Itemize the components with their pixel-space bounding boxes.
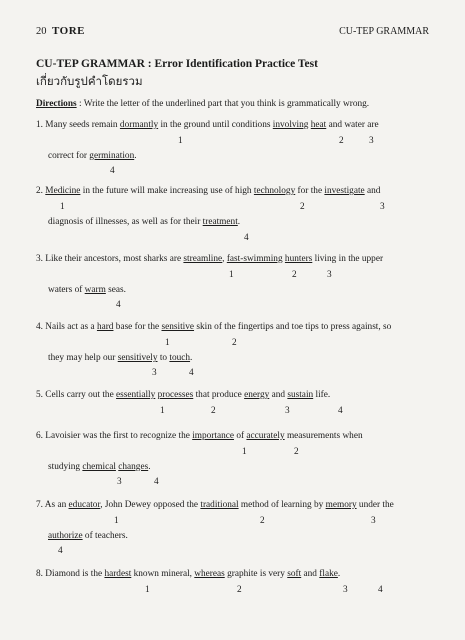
question-line: correct for germination.: [48, 151, 137, 161]
directions-text: : Write the letter of the underlined part that you think is grammatically wrong.: [76, 99, 370, 109]
question-4: [36, 322, 436, 382]
underlined-option: hunters: [284, 254, 313, 264]
underlined-option: germination: [89, 151, 135, 161]
underlined-option: heat: [310, 120, 327, 130]
underlined-option: flake: [319, 569, 338, 579]
option-number: 2: [339, 136, 344, 146]
question-line: waters of warm seas.: [48, 285, 126, 295]
question-5: [36, 390, 436, 420]
option-number: 1: [160, 406, 165, 416]
underlined-option: educator: [68, 500, 101, 510]
underlined-option: investigate: [324, 186, 365, 196]
underlined-option: hardest: [104, 569, 132, 579]
brand-logo: TORE: [52, 25, 85, 37]
option-number: 1: [60, 202, 65, 212]
option-number: 1: [165, 338, 170, 348]
underlined-option: sensitively: [117, 353, 158, 363]
option-number: 1: [242, 447, 247, 457]
option-number: 2: [292, 270, 297, 280]
option-number: 3: [369, 136, 374, 146]
underlined-option: soft: [287, 569, 302, 579]
question-line: 8. Diamond is the hardest known mineral, whereas graphite is very soft and flake.: [36, 569, 341, 579]
question-2: [36, 186, 436, 246]
underlined-option: traditional: [200, 500, 239, 510]
underlined-option: accurately: [246, 431, 285, 441]
page-header: [36, 26, 429, 40]
page-subtitle: เกี่ยวกับรูปคำโดยรวม: [36, 74, 143, 88]
underlined-option: Medicine: [45, 186, 81, 196]
question-line: authorize of teachers.: [48, 531, 128, 541]
question-line: studying chemical changes.: [48, 462, 151, 472]
option-number: 2: [300, 202, 305, 212]
option-number: 3: [380, 202, 385, 212]
option-number: 1: [178, 136, 183, 146]
option-number: 3: [371, 516, 376, 526]
question-line: 2. Medicine in the future will make increasing use of high technology for the investigate and: [36, 186, 381, 196]
option-number: 2: [237, 585, 242, 595]
underlined-option: warm: [84, 285, 106, 295]
underlined-option: sensitive: [161, 322, 195, 332]
underlined-option: authorize: [48, 531, 83, 541]
underlined-option: essentially: [116, 390, 156, 400]
question-7: [36, 500, 436, 560]
question-line: they may help our sensitively to touch.: [48, 353, 193, 363]
question-8: [36, 569, 436, 599]
option-number: 3: [285, 406, 290, 416]
option-number: 1: [145, 585, 150, 595]
option-number: 1: [229, 270, 234, 280]
option-number: 4: [116, 300, 121, 310]
option-number: 4: [154, 477, 159, 487]
option-number: 2: [211, 406, 216, 416]
directions-label: Directions: [36, 99, 77, 109]
directions: [36, 99, 369, 109]
option-number: 2: [232, 338, 237, 348]
underlined-option: whereas: [194, 569, 225, 579]
question-line: diagnosis of illnesses, as well as for their treatment.: [48, 217, 241, 227]
question-1: [36, 120, 436, 180]
underlined-option: streamline: [183, 254, 223, 264]
option-number: 4: [110, 166, 115, 176]
underlined-option: technology: [253, 186, 296, 196]
option-number: 1: [114, 516, 119, 526]
option-number: 2: [260, 516, 265, 526]
page-title: CU-TEP GRAMMAR : Error Identification Practice Test: [36, 58, 318, 70]
underlined-option: dormantly: [119, 120, 159, 130]
underlined-option: fast-swimming: [226, 254, 283, 264]
option-number: 4: [58, 546, 63, 556]
option-number: 3: [343, 585, 348, 595]
underlined-option: energy: [244, 390, 270, 400]
question-line: 1. Many seeds remain dormantly in the ground until conditions involving heat and water are: [36, 120, 379, 130]
question-6: [36, 431, 436, 491]
underlined-option: involving: [272, 120, 309, 130]
option-number: 4: [378, 585, 383, 595]
header-title: CU-TEP GRAMMAR: [339, 26, 429, 37]
question-line: 5. Cells carry out the essentially processes that produce energy and sustain life.: [36, 390, 331, 400]
underlined-option: changes: [118, 462, 149, 472]
option-number: 4: [338, 406, 343, 416]
option-number: 4: [189, 368, 194, 378]
question-line: 3. Like their ancestors, most sharks are streamline, fast-swimming hunters living in the upper: [36, 254, 384, 264]
option-number: 2: [294, 447, 299, 457]
underlined-option: sustain: [287, 390, 314, 400]
underlined-option: treatment: [202, 217, 238, 227]
underlined-option: touch: [169, 353, 191, 363]
option-number: 4: [244, 233, 249, 243]
underlined-option: memory: [325, 500, 357, 510]
option-number: 3: [152, 368, 157, 378]
question-3: [36, 254, 436, 314]
question-line: 7. As an educator, John Dewey opposed the traditional method of learning by memory under the: [36, 500, 394, 510]
page-number: 20: [36, 26, 47, 37]
underlined-option: hard: [96, 322, 114, 332]
question-line: 6. Lavoisier was the first to recognize the importance of accurately measurements when: [36, 431, 363, 441]
option-number: 3: [327, 270, 332, 280]
underlined-option: importance: [192, 431, 235, 441]
question-line: 4. Nails act as a hard base for the sensitive skin of the fingertips and toe tips to press against, so: [36, 322, 392, 332]
option-number: 3: [117, 477, 122, 487]
underlined-option: processes: [157, 390, 194, 400]
underlined-option: chemical: [82, 462, 116, 472]
